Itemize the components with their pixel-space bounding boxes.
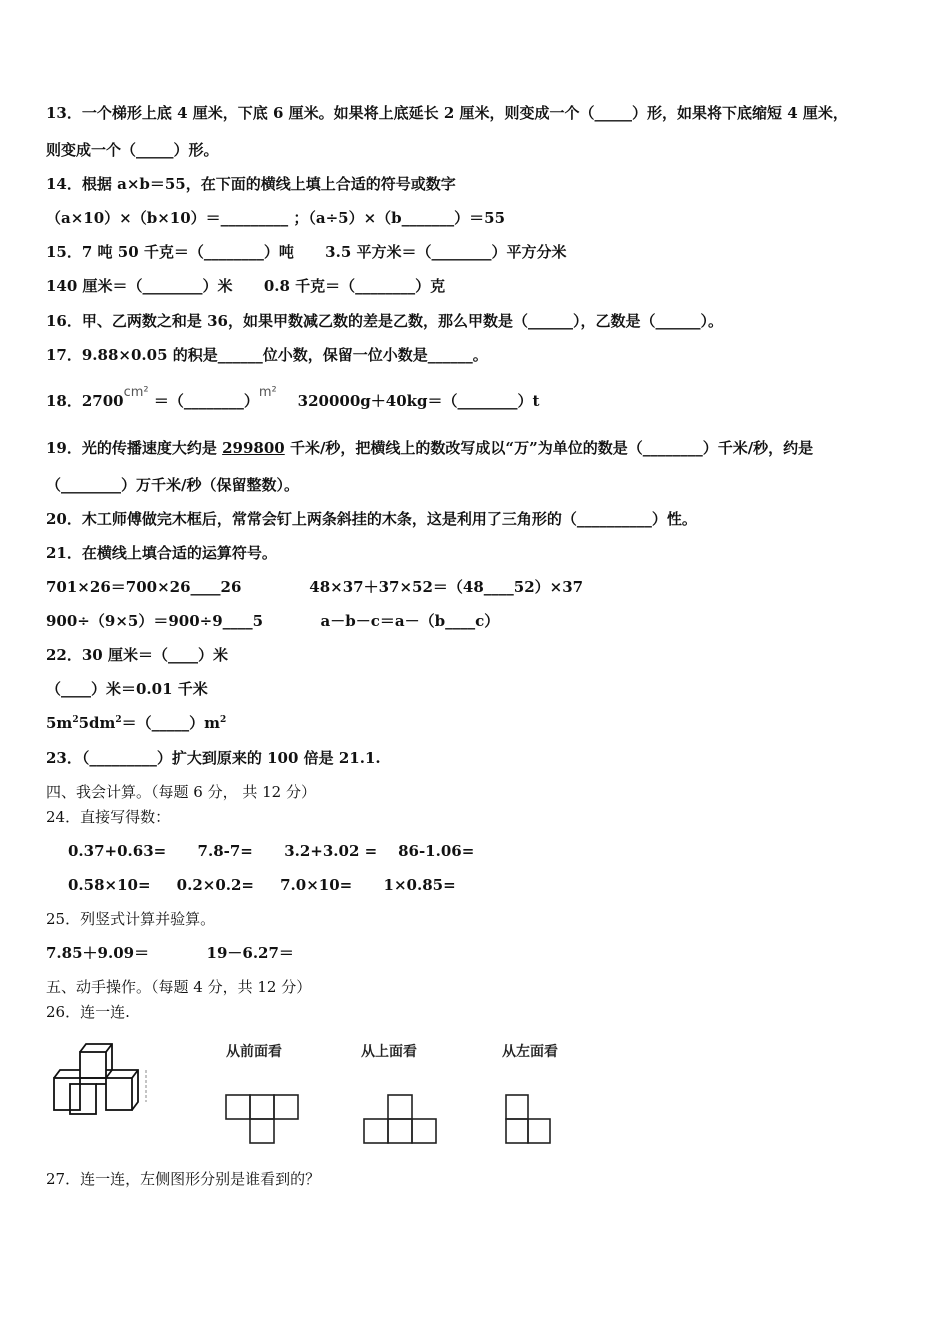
- q18-prefix: 18．2700: [46, 392, 124, 410]
- q19-suffix: 千米/秒，把横线上的数改写成以“万”为单位的数是（________）千米/秒，约是: [284, 439, 814, 457]
- q18-mid: ＝（________）: [148, 392, 259, 410]
- q26: 26．连一连.: [46, 1003, 130, 1021]
- q22-line1: 22．30 厘米＝（____）米: [46, 646, 228, 664]
- q14-line1: 14．根据 a×b＝55，在下面的横线上填上合适的符号或数字: [46, 175, 456, 193]
- q27: 27．连一连，左侧图形分别是谁看到的？: [46, 1170, 321, 1188]
- q22-sup3: 2: [220, 715, 227, 725]
- q22-part3: ＝（_____）m: [121, 714, 221, 732]
- cube-left-depth: [54, 1070, 80, 1078]
- q13-line1: 13．一个梯形上底 4 厘米，下底 6 厘米。如果将上底延长 2 厘米，则变成一个（_____）形，如果将下底缩短 4 厘米，: [46, 104, 848, 122]
- q22-line2: （____）米＝0.01 千米: [46, 680, 208, 698]
- q22-sup1: 2: [72, 715, 79, 725]
- q18-unit-m2: m²: [258, 385, 277, 400]
- q18: [46, 385, 540, 413]
- q18-suffix: 320000g＋40kg＝（________）t: [276, 392, 540, 410]
- q22-part1: 5m: [46, 714, 73, 732]
- q21-line3: 900÷（9×5）＝900÷9____5 a－b－c＝a－（b____c）: [46, 612, 500, 630]
- cube-bottom-right: [106, 1078, 132, 1110]
- q14-line2: （a×10）×（b×10）＝_________ ；（a÷5）×（b_______）＝55: [46, 209, 506, 227]
- q25: 25．列竖式计算并验算。: [46, 910, 216, 928]
- q22-part2: 5dm: [78, 714, 116, 732]
- q24: 24．直接写得数：: [46, 808, 171, 826]
- q13-line2: 则变成一个（_____）形。: [46, 141, 219, 159]
- q24-row1: 0.37+0.63= 7.8-7= 3.2+3.02 = 86-1.06=: [68, 842, 475, 860]
- cube-bottom-left: [54, 1078, 80, 1110]
- left-view-shape: [502, 1092, 558, 1148]
- q23: 23．（_________）扩大到原来的 100 倍是 21.1.: [46, 749, 381, 767]
- label-left-view: 从左面看: [502, 1044, 558, 1060]
- label-front-view: 从前面看: [226, 1044, 282, 1060]
- q24-row2: 0.58×10= 0.2×0.2= 7.0×10= 1×0.85=: [68, 876, 456, 894]
- q19-number: 299800: [222, 439, 285, 457]
- q17: 17．9.88×0.05 的积是______位小数，保留一位小数是______。: [46, 346, 488, 364]
- cube-top-front: [80, 1052, 106, 1078]
- q15-line1: 15．7 吨 50 千克＝（________）吨 3.5 平方米＝（________）平方分米: [46, 243, 567, 261]
- front-view-shape: [222, 1092, 302, 1148]
- q16: 16．甲、乙两数之和是 36，如果甲数减乙数的差是乙数，那么甲数是（______），乙数是（______）。: [46, 312, 723, 330]
- q18-unit-cm2: cm²: [123, 385, 149, 400]
- q15-line2: 140 厘米＝（________）米 0.8 千克＝（________）克: [46, 277, 446, 295]
- q19-line2: （________）万千米/秒（保留整数）。: [46, 476, 299, 494]
- q22-line3: [46, 713, 226, 733]
- label-top-view: 从上面看: [361, 1044, 417, 1060]
- q21-line1: 21．在横线上填合适的运算符号。: [46, 544, 277, 562]
- q21-line2: 701×26＝700×26____26 48×37＋37×52＝（48____52）×37: [46, 578, 584, 596]
- q22-sup2: 2: [115, 715, 122, 725]
- cube-stack-figure: [48, 1040, 158, 1118]
- q19-line1: [46, 438, 813, 458]
- q25-row1: 7.85＋9.09＝ 19－6.27＝: [46, 944, 294, 962]
- top-view-shape: [362, 1092, 442, 1148]
- section-5-title: 五、动手操作。（每题 4 分，共 12 分）: [46, 978, 312, 996]
- q20: 20．木工师傅做完木框后，常常会钉上两条斜挂的木条，这是利用了三角形的（__________）性。: [46, 510, 697, 528]
- section-4-title: 四、我会计算。（每题 6 分， 共 12 分）: [46, 783, 316, 801]
- q19-prefix: 19．光的传播速度大约是: [46, 439, 223, 457]
